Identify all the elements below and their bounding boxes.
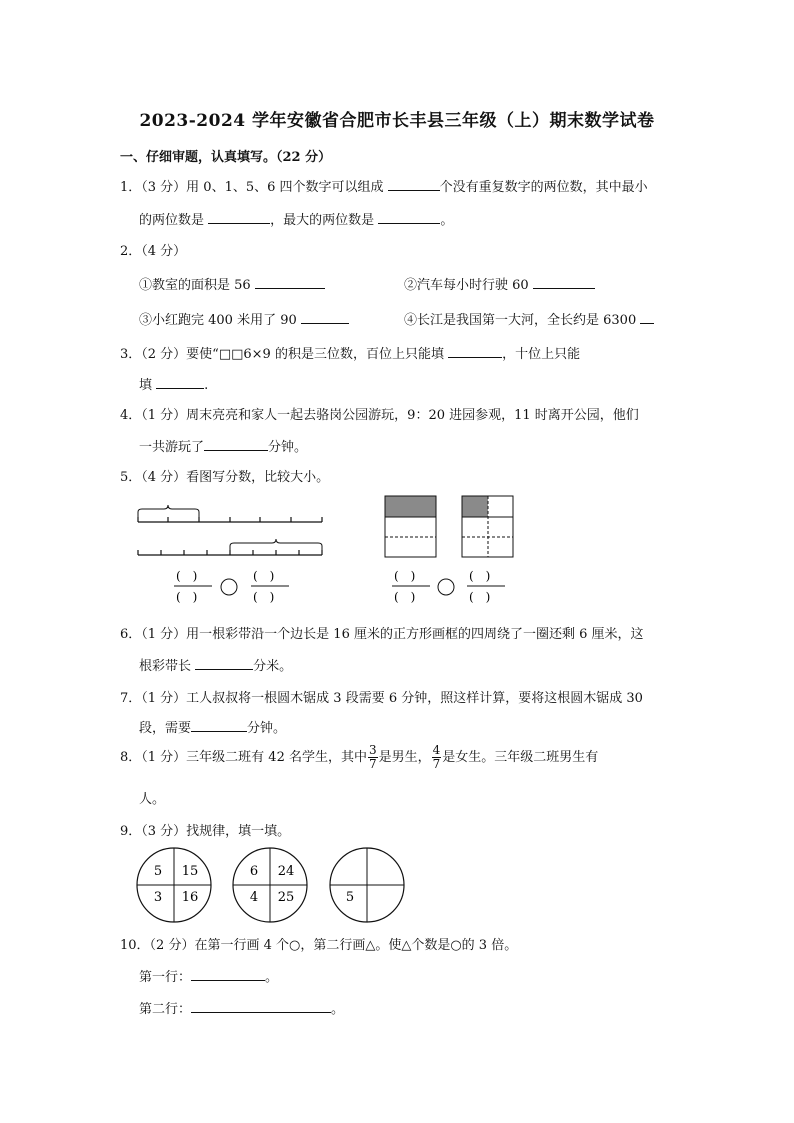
q2-item-4-text: ④长江是我国第一大河，全长约是 6300 — [404, 313, 637, 328]
number-line-1-ticks — [138, 517, 322, 522]
q3-text-c: 填 — [139, 378, 153, 393]
q2-item-1 — [139, 274, 325, 293]
q5-number-line-figure — [130, 500, 330, 610]
circle-3-bottom-left: 5 — [345, 890, 355, 905]
circle-2-top-right: 24 — [277, 864, 295, 879]
circle-pattern-2 — [233, 848, 307, 922]
fraction-denominator: 7 — [368, 757, 377, 771]
answer-blank[interactable] — [195, 657, 253, 670]
q8-text-c: 是女生。三年级二班男生有 — [442, 750, 599, 765]
q2-item-1-text: ①教室的面积是 56 — [139, 278, 251, 293]
brace-1 — [138, 505, 199, 517]
question-4-line-1: 4．（1 分）周末亮亮和家人一起去骆岗公园游玩，9：20 进园参观，11 时离开公园，他们 — [120, 408, 639, 423]
fraction-2-numerator: ( ) — [253, 569, 275, 583]
q10-row-1-end: 。 — [265, 970, 279, 985]
q3-text-a: 3．（2 分）要使“□□6×9 的积是三位数，百位上只能填 — [120, 347, 444, 362]
question-3-line-2 — [139, 374, 208, 393]
q10-row-1 — [139, 966, 278, 985]
q10-row-2-end: 。 — [331, 1002, 345, 1017]
q8-text-a: 8．（1 分）三年级二班有 42 名学生，其中 — [120, 750, 367, 765]
question-1-line-2 — [139, 209, 453, 228]
fraction-3-denominator: ( ) — [394, 590, 416, 604]
fraction-4-denominator: ( ) — [469, 590, 491, 604]
q10-row-2 — [139, 998, 344, 1017]
circle-2-bottom-left: 4 — [249, 890, 259, 905]
q4-text-b: 一共游玩了 — [139, 440, 205, 455]
q1-text-a: 1．（3 分）用 0、1、5、6 四个数字可以组成 — [120, 180, 384, 195]
question-8-line-1 — [120, 744, 598, 771]
question-3-line-1 — [120, 343, 580, 362]
compare-circle-2 — [438, 579, 454, 595]
circle-2-top-left: 6 — [249, 864, 259, 879]
q4-text-c: 分钟。 — [268, 440, 308, 455]
q6-text-c: 分米。 — [253, 659, 293, 674]
q2-item-2-text: ②汽车每小时行驶 60 — [404, 278, 529, 293]
compare-circle-1 — [221, 579, 237, 595]
question-6-line-1: 6．（1 分）用一根彩带沿一个边长是 16 厘米的正方形画框的四周绕了一圈还剩 6 厘米，这 — [120, 627, 644, 642]
fraction-1-numerator: ( ) — [176, 569, 198, 583]
q2-item-3 — [139, 309, 349, 328]
question-7-line-1: 7．（1 分）工人叔叔将一根圆木锯成 3 段需要 6 分钟，照这样计算，要将这根圆木锯成 30 — [120, 691, 643, 706]
q6-text-b: 根彩带长 — [139, 659, 192, 674]
answer-blank[interactable] — [204, 438, 268, 451]
question-5-head: 5．（4 分）看图写分数，比较大小。 — [120, 470, 330, 485]
answer-blank[interactable] — [388, 178, 440, 191]
fraction-3-7 — [368, 744, 378, 771]
answer-blank[interactable] — [533, 276, 595, 289]
question-10-line-1: 10．（2 分）在第一行画 4 个○，第二行画△。使△个数是○的 3 倍。 — [120, 938, 518, 953]
question-1-line-1 — [120, 176, 648, 195]
circle-pattern-3 — [330, 848, 404, 922]
fraction-2-denominator: ( ) — [253, 590, 275, 604]
circle-1-top-left: 5 — [153, 864, 163, 879]
question-8-line-2: 人。 — [139, 792, 166, 807]
q2-item-2 — [404, 274, 595, 293]
section-heading: 一、仔细审题，认真填写。（22 分） — [120, 150, 332, 165]
answer-blank[interactable] — [191, 1000, 331, 1013]
fraction-4-7 — [432, 744, 442, 771]
q1-text-e: 。 — [440, 213, 454, 228]
q5-rectangle-figure — [380, 492, 520, 610]
circle-1-bottom-right: 16 — [181, 890, 199, 905]
fraction-4-numerator: ( ) — [469, 569, 491, 583]
answer-blank[interactable] — [191, 968, 265, 981]
circle-pattern-1 — [137, 848, 211, 922]
answer-blank[interactable] — [301, 311, 349, 324]
question-6-line-2 — [139, 655, 292, 674]
answer-blank[interactable] — [640, 311, 654, 324]
answer-blank[interactable] — [255, 276, 325, 289]
q2-item-3-text: ③小红跑完 400 米用了 90 — [139, 313, 297, 328]
fraction-3-numerator: ( ) — [394, 569, 416, 583]
question-4-line-2 — [139, 436, 307, 455]
q10-row-1-label: 第一行： — [139, 970, 192, 985]
number-line-2-ticks — [138, 550, 322, 555]
brace-2 — [230, 539, 322, 550]
answer-blank[interactable] — [378, 211, 440, 224]
fraction-numerator: 4 — [432, 743, 441, 757]
question-9-head: 9．（3 分）找规律，填一填。 — [120, 824, 291, 839]
shaded-part-2 — [462, 496, 488, 517]
question-7-line-2 — [139, 717, 286, 736]
q1-text-b: 个没有重复数字的两位数，其中最小 — [439, 180, 648, 195]
q3-text-d: . — [204, 378, 209, 393]
page-title: 2023-2024 学年安徽省合肥市长丰县三年级（上）期末数学试卷 — [139, 111, 655, 131]
circle-2-bottom-right: 25 — [277, 890, 295, 905]
circle-1-top-right: 15 — [181, 864, 199, 879]
answer-blank[interactable] — [156, 376, 204, 389]
answer-blank[interactable] — [448, 345, 502, 358]
q7-text-c: 分钟。 — [247, 721, 287, 736]
q1-text-c: 的两位数是 — [139, 213, 205, 228]
fraction-1-denominator: ( ) — [176, 590, 198, 604]
q1-text-d: ，最大的两位数是 — [270, 213, 375, 228]
q2-item-4 — [404, 309, 654, 328]
answer-blank[interactable] — [191, 719, 247, 732]
question-2-head: 2．（4 分） — [120, 244, 187, 259]
shaded-part-1 — [385, 496, 436, 517]
circle-1-bottom-left: 3 — [153, 890, 163, 905]
q8-text-b: 是男生， — [378, 750, 431, 765]
q10-row-2-label: 第二行： — [139, 1002, 192, 1017]
answer-blank[interactable] — [208, 211, 270, 224]
q3-text-b: ，十位上只能 — [502, 347, 581, 362]
fraction-denominator: 7 — [432, 757, 441, 771]
q9-circles-figure — [132, 844, 412, 926]
q7-text-b: 段，需要 — [139, 721, 192, 736]
fraction-numerator: 3 — [368, 743, 377, 757]
